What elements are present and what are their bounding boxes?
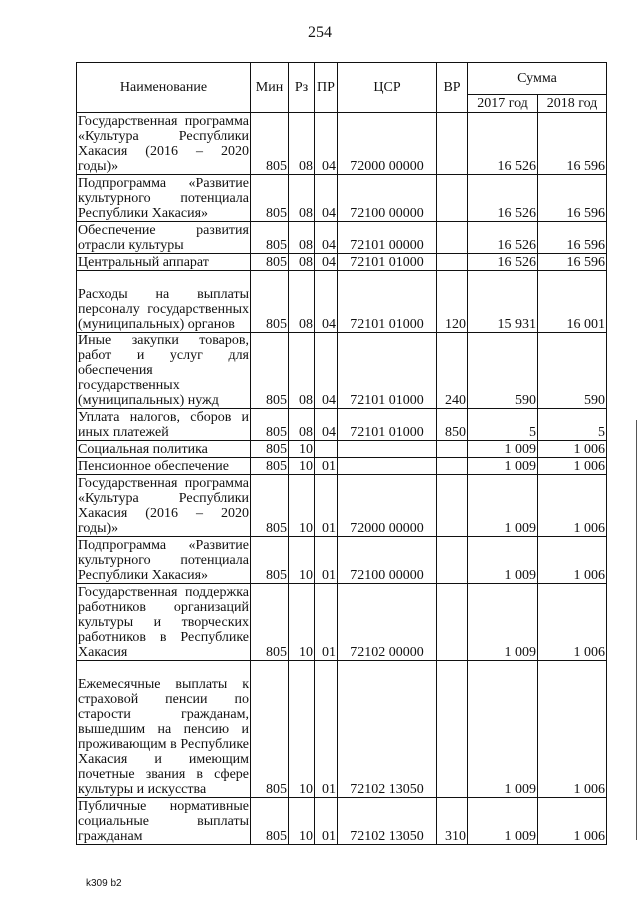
- row-2018: 16 001: [538, 271, 607, 333]
- row-vr: [437, 458, 468, 475]
- table-row: [77, 271, 607, 333]
- row-pr: 01: [315, 584, 338, 661]
- table-row: [77, 441, 607, 458]
- row-2017: 16 526: [468, 113, 538, 175]
- row-2017: 1 009: [468, 584, 538, 661]
- row-min: 805: [251, 537, 289, 584]
- row-pr: 01: [315, 458, 338, 475]
- row-vr: 850: [437, 409, 468, 441]
- row-name: Подпрограмма «Развитие культурного потенциала Республики Хакасия»: [78, 176, 249, 221]
- row-name: Иные закупки товаров, работ и услуг для обеспечения государственных (муниципальных) нужд: [78, 333, 249, 408]
- header-min: Мин: [251, 63, 289, 113]
- row-rz: 10: [289, 475, 315, 537]
- row-name: Публичные нормативные социальные выплаты гражданам: [78, 799, 249, 844]
- table-row: [77, 661, 607, 798]
- row-pr: [315, 441, 338, 458]
- row-min: 805: [251, 475, 289, 537]
- row-csr: 72102 00000: [338, 584, 437, 661]
- row-vr: [437, 441, 468, 458]
- table-row: [77, 113, 607, 175]
- row-min: 805: [251, 458, 289, 475]
- row-2017: 16 526: [468, 175, 538, 222]
- row-min: 805: [251, 333, 289, 409]
- row-name: Государственная программа «Культура Республики Хакасия (2016 – 2020 годы)»: [78, 114, 249, 174]
- row-csr: 72102 13050: [338, 661, 437, 798]
- header-sum: Сумма: [468, 63, 607, 95]
- row-vr: 240: [437, 333, 468, 409]
- row-vr: [437, 222, 468, 254]
- row-name: Социальная политика: [77, 441, 251, 458]
- header-2018: 2018 год: [538, 95, 607, 113]
- row-name: Центральный аппарат: [77, 254, 251, 271]
- row-rz: 08: [289, 222, 315, 254]
- row-csr: 72000 00000: [338, 113, 437, 175]
- header-vr: ВР: [437, 63, 468, 113]
- header-name: Наименование: [77, 63, 251, 113]
- row-min: 805: [251, 222, 289, 254]
- row-pr: 01: [315, 475, 338, 537]
- row-vr: [437, 475, 468, 537]
- row-name: Пенсионное обеспечение: [77, 458, 251, 475]
- header-rz: Рз: [289, 63, 315, 113]
- row-pr: 04: [315, 271, 338, 333]
- row-csr: [338, 458, 437, 475]
- row-2018: 16 596: [538, 254, 607, 271]
- row-rz: 08: [289, 175, 315, 222]
- row-2018: 1 006: [538, 458, 607, 475]
- row-vr: [437, 584, 468, 661]
- row-min: 805: [251, 254, 289, 271]
- row-min: 805: [251, 175, 289, 222]
- row-pr: 04: [315, 409, 338, 441]
- table-row: [77, 458, 607, 475]
- row-vr: [437, 175, 468, 222]
- table-row: [77, 537, 607, 584]
- row-csr: 72101 01000: [338, 409, 437, 441]
- row-pr: 04: [315, 254, 338, 271]
- row-rz: 10: [289, 584, 315, 661]
- row-2017: 1 009: [468, 475, 538, 537]
- row-min: 805: [251, 584, 289, 661]
- row-min: 805: [251, 441, 289, 458]
- row-name: Государственная поддержка работников организаций культуры и творческих работников в Республике Хакасия: [78, 585, 249, 660]
- row-rz: 10: [289, 441, 315, 458]
- row-name: Обеспечение развития отрасли культуры: [78, 223, 249, 253]
- footer-code: k309 b2: [86, 878, 122, 889]
- table-header: [77, 63, 607, 113]
- row-vr: [437, 537, 468, 584]
- row-2018: 1 006: [538, 475, 607, 537]
- row-rz: 08: [289, 271, 315, 333]
- header-pr: ПР: [315, 63, 338, 113]
- table-row: [77, 798, 607, 845]
- row-2017: 1 009: [468, 661, 538, 798]
- row-2017: 16 526: [468, 222, 538, 254]
- row-pr: 01: [315, 661, 338, 798]
- row-2017: 1 009: [468, 441, 538, 458]
- header-2017: 2017 год: [468, 95, 538, 113]
- row-csr: 72100 00000: [338, 175, 437, 222]
- table-row: [77, 409, 607, 441]
- row-2018: 5: [538, 409, 607, 441]
- page-number: 254: [308, 24, 332, 41]
- row-rz: 08: [289, 113, 315, 175]
- row-vr: 310: [437, 798, 468, 845]
- row-vr: [437, 661, 468, 798]
- row-2018: 16 596: [538, 113, 607, 175]
- row-pr: 04: [315, 333, 338, 409]
- row-csr: 72100 00000: [338, 537, 437, 584]
- table-row: [77, 475, 607, 537]
- row-min: 805: [251, 113, 289, 175]
- header-csr: ЦСР: [338, 63, 437, 113]
- row-vr: [437, 113, 468, 175]
- budget-table: [76, 62, 607, 845]
- row-rz: 08: [289, 409, 315, 441]
- row-2017: 1 009: [468, 458, 538, 475]
- row-pr: 04: [315, 113, 338, 175]
- row-name: Расходы на выплаты персоналу государственных (муниципальных) органов: [77, 271, 251, 333]
- row-2018: 1 006: [538, 798, 607, 845]
- row-2017: 16 526: [468, 254, 538, 271]
- row-rz: 10: [289, 661, 315, 798]
- row-2018: 1 006: [538, 441, 607, 458]
- row-rz: 08: [289, 254, 315, 271]
- row-min: 805: [251, 271, 289, 333]
- row-rz: 10: [289, 798, 315, 845]
- row-csr: 72102 13050: [338, 798, 437, 845]
- row-2018: 16 596: [538, 175, 607, 222]
- row-2017: 5: [468, 409, 538, 441]
- row-name: Подпрограмма «Развитие культурного потенциала Республики Хакасия»: [78, 538, 249, 583]
- row-pr: 01: [315, 537, 338, 584]
- row-2017: 1 009: [468, 798, 538, 845]
- row-pr: 04: [315, 222, 338, 254]
- table-row: [77, 333, 607, 409]
- row-vr: 120: [437, 271, 468, 333]
- row-pr: 01: [315, 798, 338, 845]
- row-min: 805: [251, 409, 289, 441]
- table-row: [77, 175, 607, 222]
- row-2017: 1 009: [468, 537, 538, 584]
- row-rz: 10: [289, 537, 315, 584]
- row-csr: 72101 01000: [338, 271, 437, 333]
- table-row: [77, 254, 607, 271]
- row-vr: [437, 254, 468, 271]
- table-row: [77, 584, 607, 661]
- row-2018: 16 596: [538, 222, 607, 254]
- row-rz: 08: [289, 333, 315, 409]
- scan-margin-line: [636, 420, 637, 840]
- row-csr: 72101 01000: [338, 333, 437, 409]
- row-csr: 72000 00000: [338, 475, 437, 537]
- row-csr: 72101 00000: [338, 222, 437, 254]
- row-name: Ежемесячные выплаты к страховой пенсии по старости гражданам, вышедшим на пенсию и проживающим в Республике Хакасия и имеющим почетные звания в сфере культуры и искусства: [77, 661, 251, 798]
- row-min: 805: [251, 661, 289, 798]
- row-name: Государственная программа «Культура Республики Хакасия (2016 – 2020 годы)»: [78, 476, 249, 536]
- row-csr: [338, 441, 437, 458]
- row-rz: 10: [289, 458, 315, 475]
- row-2018: 1 006: [538, 537, 607, 584]
- row-2017: 590: [468, 333, 538, 409]
- row-csr: 72101 01000: [338, 254, 437, 271]
- row-2018: 1 006: [538, 661, 607, 798]
- row-2018: 590: [538, 333, 607, 409]
- table-row: [77, 222, 607, 254]
- row-name: Уплата налогов, сборов и иных платежей: [78, 410, 249, 440]
- row-2017: 15 931: [468, 271, 538, 333]
- row-min: 805: [251, 798, 289, 845]
- row-pr: 04: [315, 175, 338, 222]
- row-2018: 1 006: [538, 584, 607, 661]
